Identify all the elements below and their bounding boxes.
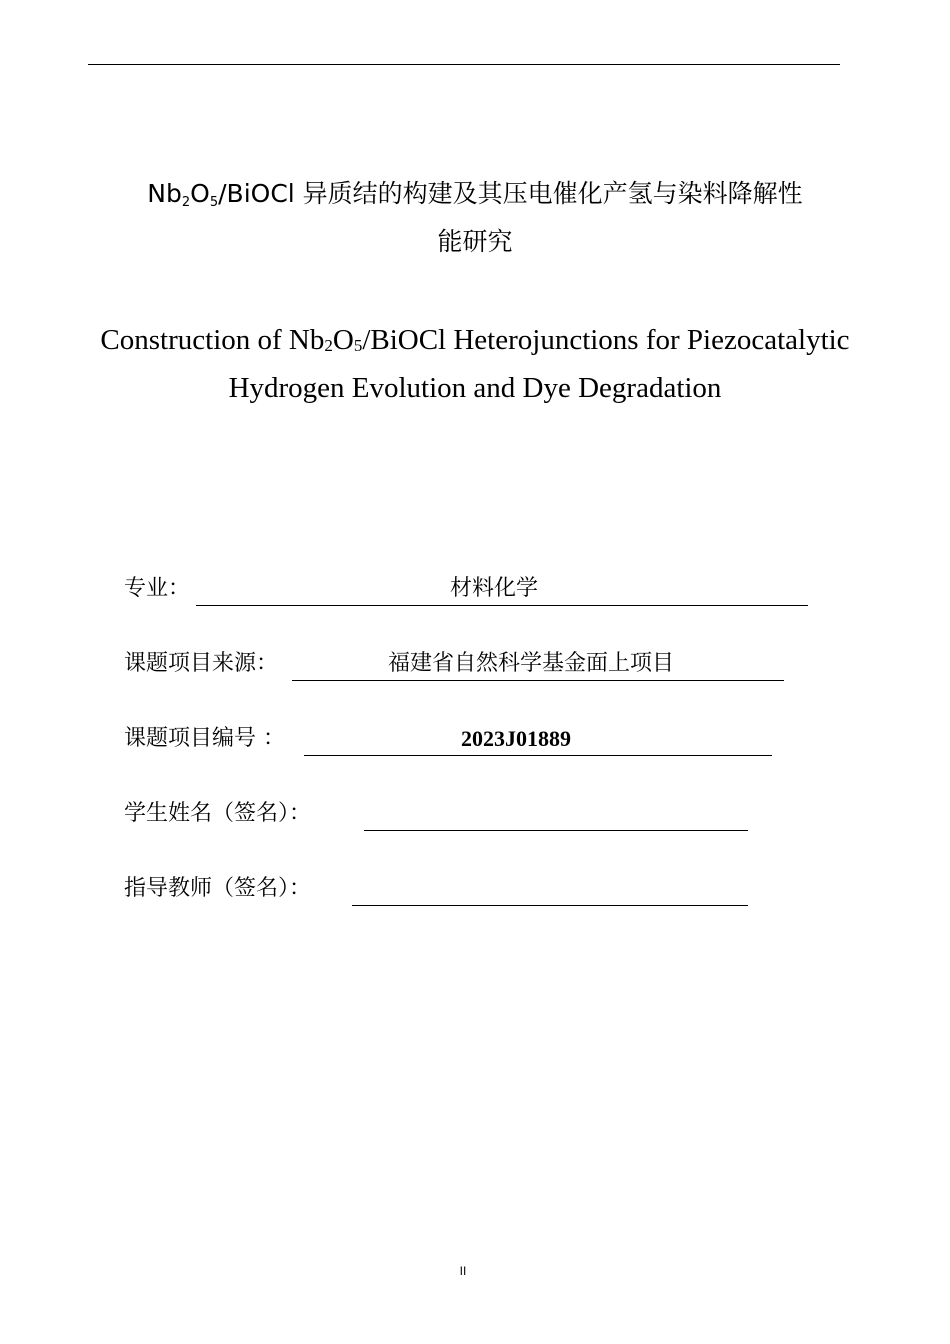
page-number: II [459,1264,467,1278]
student-signature-label: 学生姓名（签名）： [124,801,312,826]
advisor-signature-line[interactable] [352,875,748,906]
chinese-title-line-2: 能研究 [437,227,513,256]
project-number-value: 2023J01889 [461,726,571,751]
english-title-line-1: Construction of Nb2O5/BiOCl Heterojunctions for Piezocatalytic [100,324,850,356]
project-source-label: 课题项目来源： [124,651,279,676]
english-title-line-2: Hydrogen Evolution and Dye Degradation [228,372,722,404]
chinese-title-line-1: Nb2O5/BiOCl 异质结的构建及其压电催化产氢与染料降解性 [147,179,803,210]
student-signature-line[interactable] [364,800,748,831]
project-number-label: 课题项目编号 ： [124,726,285,751]
advisor-signature-label: 指导教师（签名）： [124,876,312,901]
project-source-value: 福建省自然科学基金面上项目 [388,651,675,676]
header-rule [88,64,840,65]
major-value: 材料化学 [450,576,539,601]
major-label: 专业： [124,576,191,601]
